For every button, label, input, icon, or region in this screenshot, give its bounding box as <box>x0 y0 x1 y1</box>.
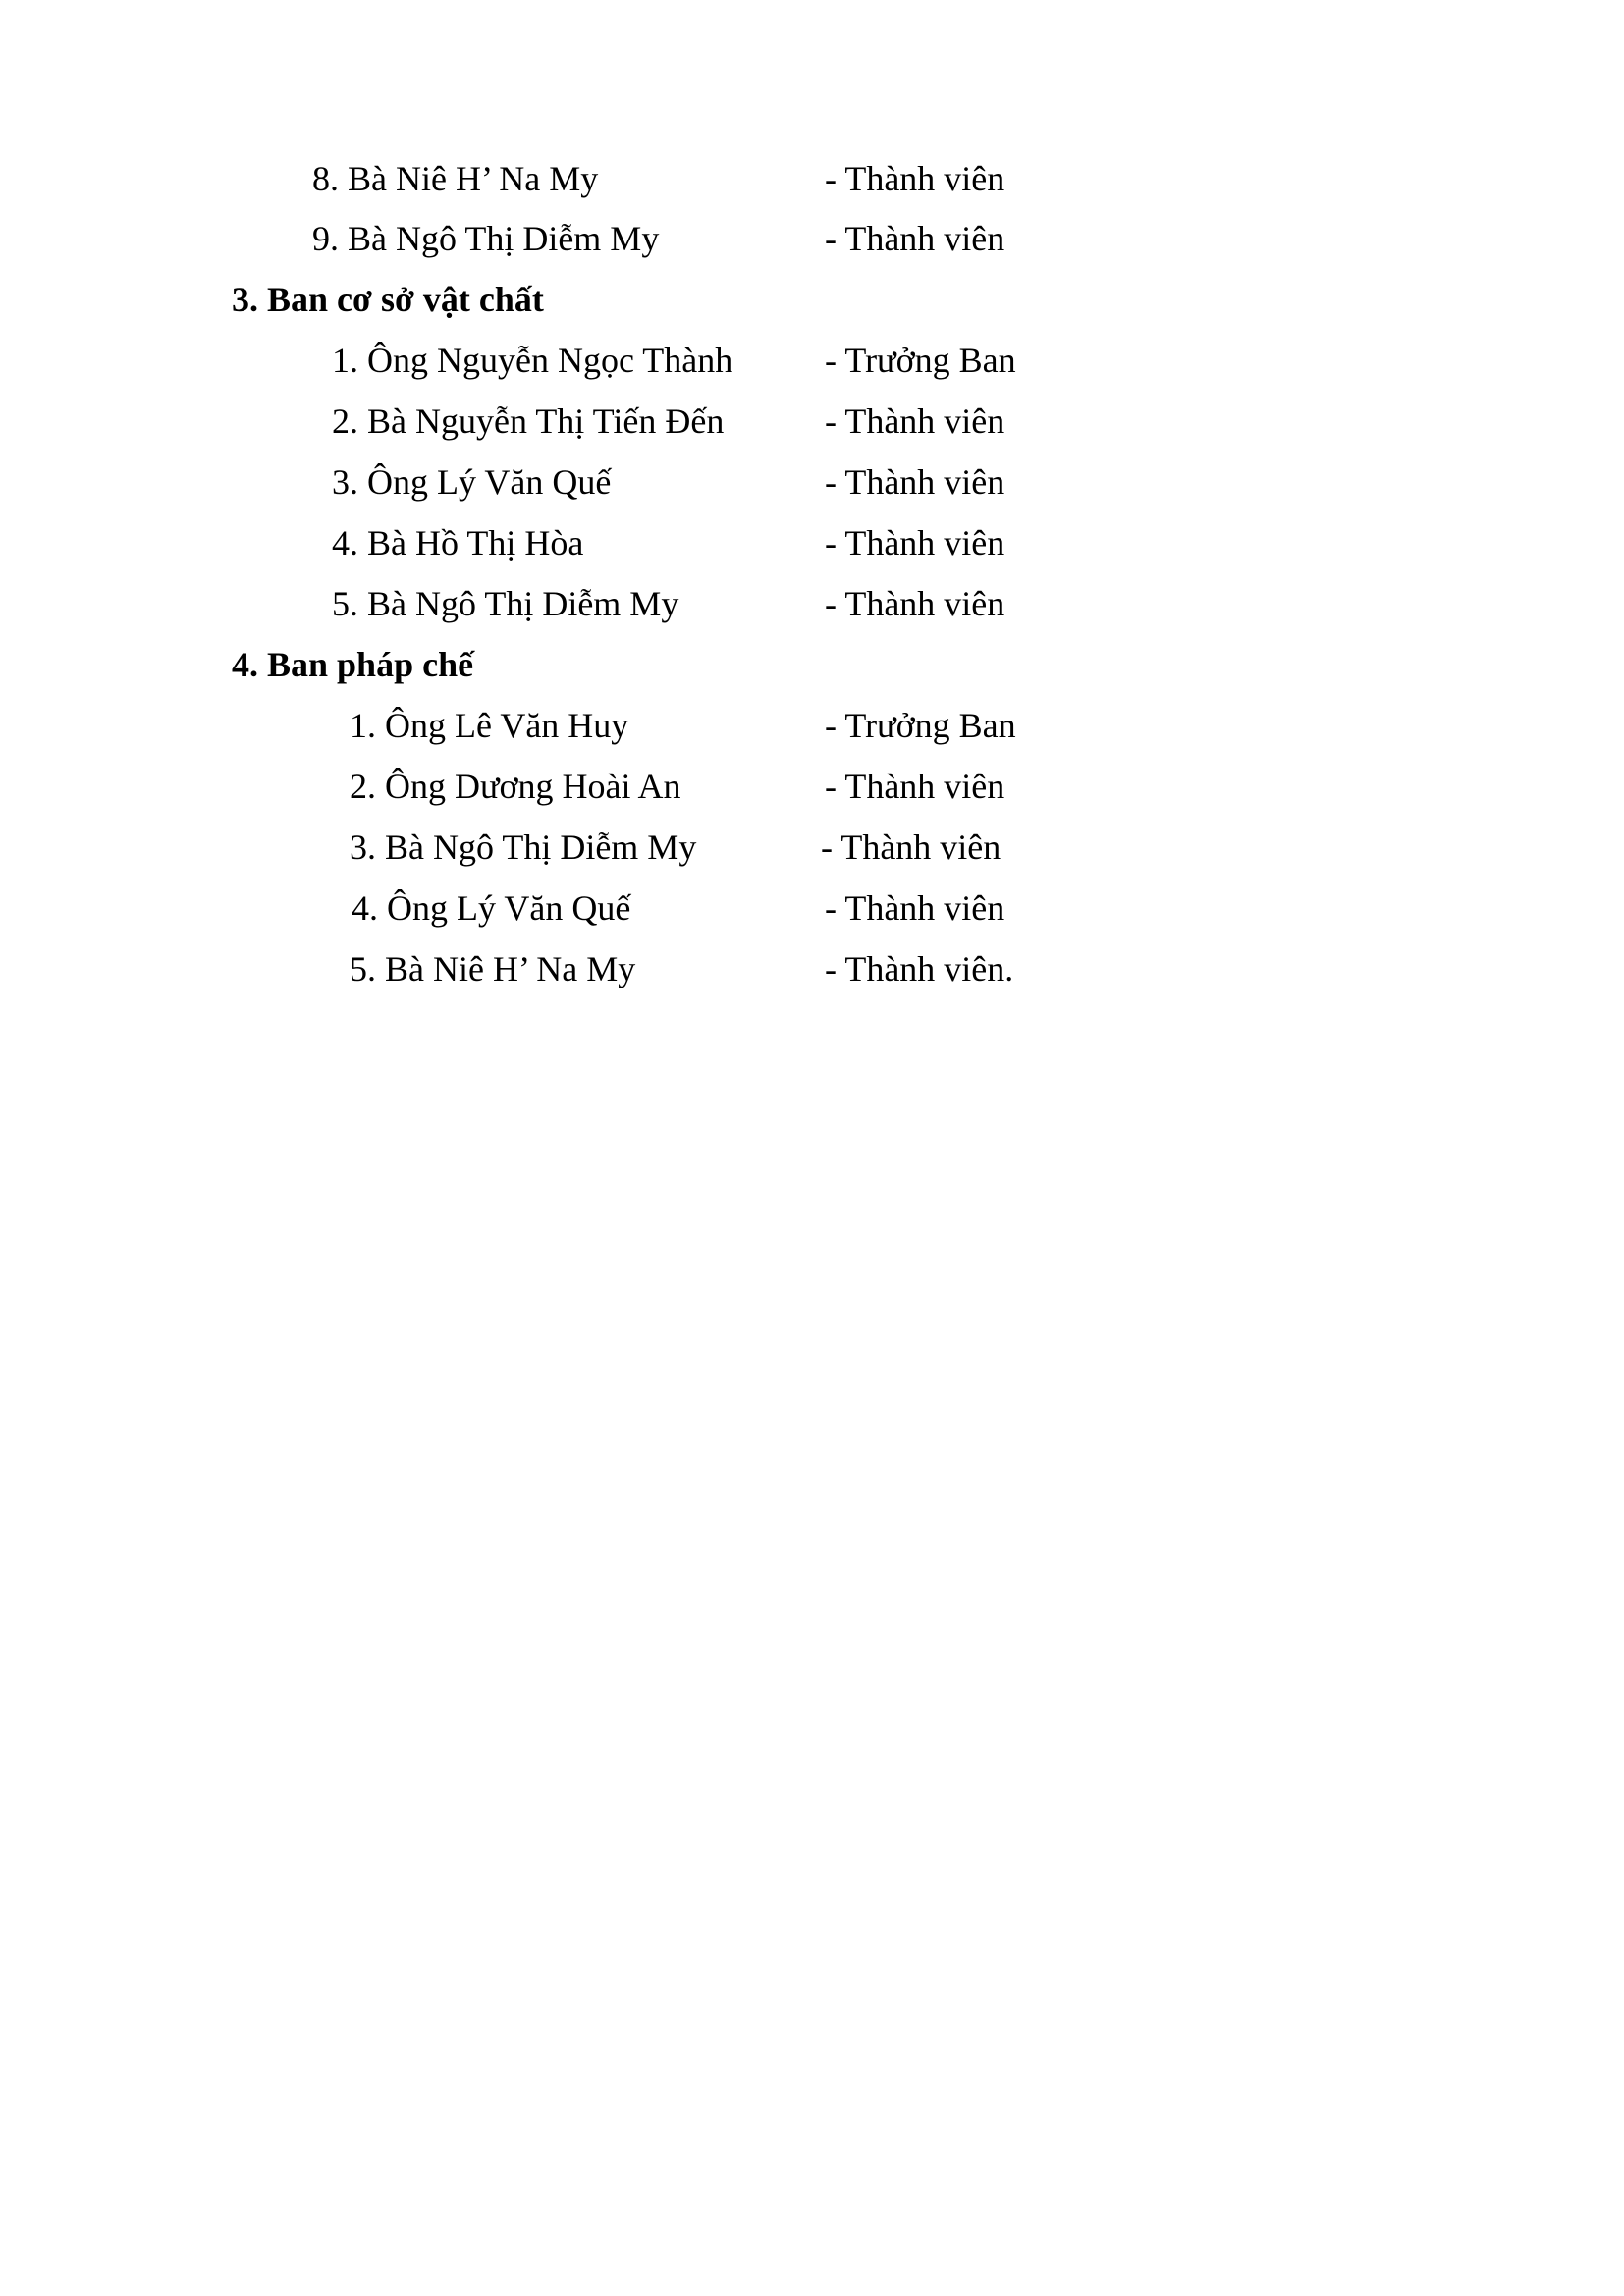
member-role: - Thành viên <box>825 767 1005 806</box>
member-role: - Thành viên. <box>825 949 1014 988</box>
member-role: - Thành viên <box>825 523 1005 562</box>
member-name: 2. Ông Dương Hoài An <box>350 767 681 806</box>
member-role: - Thành viên <box>821 828 1001 867</box>
member-role: - Thành viên <box>825 401 1005 441</box>
member-role: - Thành viên <box>825 584 1005 623</box>
member-name: 1. Ông Nguyễn Ngọc Thành <box>332 341 733 380</box>
member-name: 2. Bà Nguyễn Thị Tiến Đến <box>332 401 725 441</box>
member-name: 3. Bà Ngô Thị Diễm My <box>350 828 697 867</box>
member-name: 8. Bà Niê H’ Na My <box>312 159 599 198</box>
section-heading: 3. Ban cơ sở vật chất <box>232 280 544 319</box>
member-name: 9. Bà Ngô Thị Diễm My <box>312 219 660 258</box>
member-name: 5. Bà Ngô Thị Diễm My <box>332 584 679 623</box>
member-role: - Trưởng Ban <box>825 706 1016 745</box>
member-role: - Thành viên <box>825 888 1005 928</box>
member-name: 3. Ông Lý Văn Quế <box>332 462 612 502</box>
member-name: 1. Ông Lê Văn Huy <box>350 706 629 745</box>
member-role: - Thành viên <box>825 462 1005 502</box>
member-role: - Thành viên <box>825 219 1005 258</box>
member-name: 4. Bà Hồ Thị Hòa <box>332 523 584 562</box>
section-heading: 4. Ban pháp chế <box>232 645 474 684</box>
member-name: 4. Ông Lý Văn Quế <box>352 888 631 928</box>
member-name: 5. Bà Niê H’ Na My <box>350 949 636 988</box>
member-role: - Trưởng Ban <box>825 341 1016 380</box>
member-role: - Thành viên <box>825 159 1005 198</box>
